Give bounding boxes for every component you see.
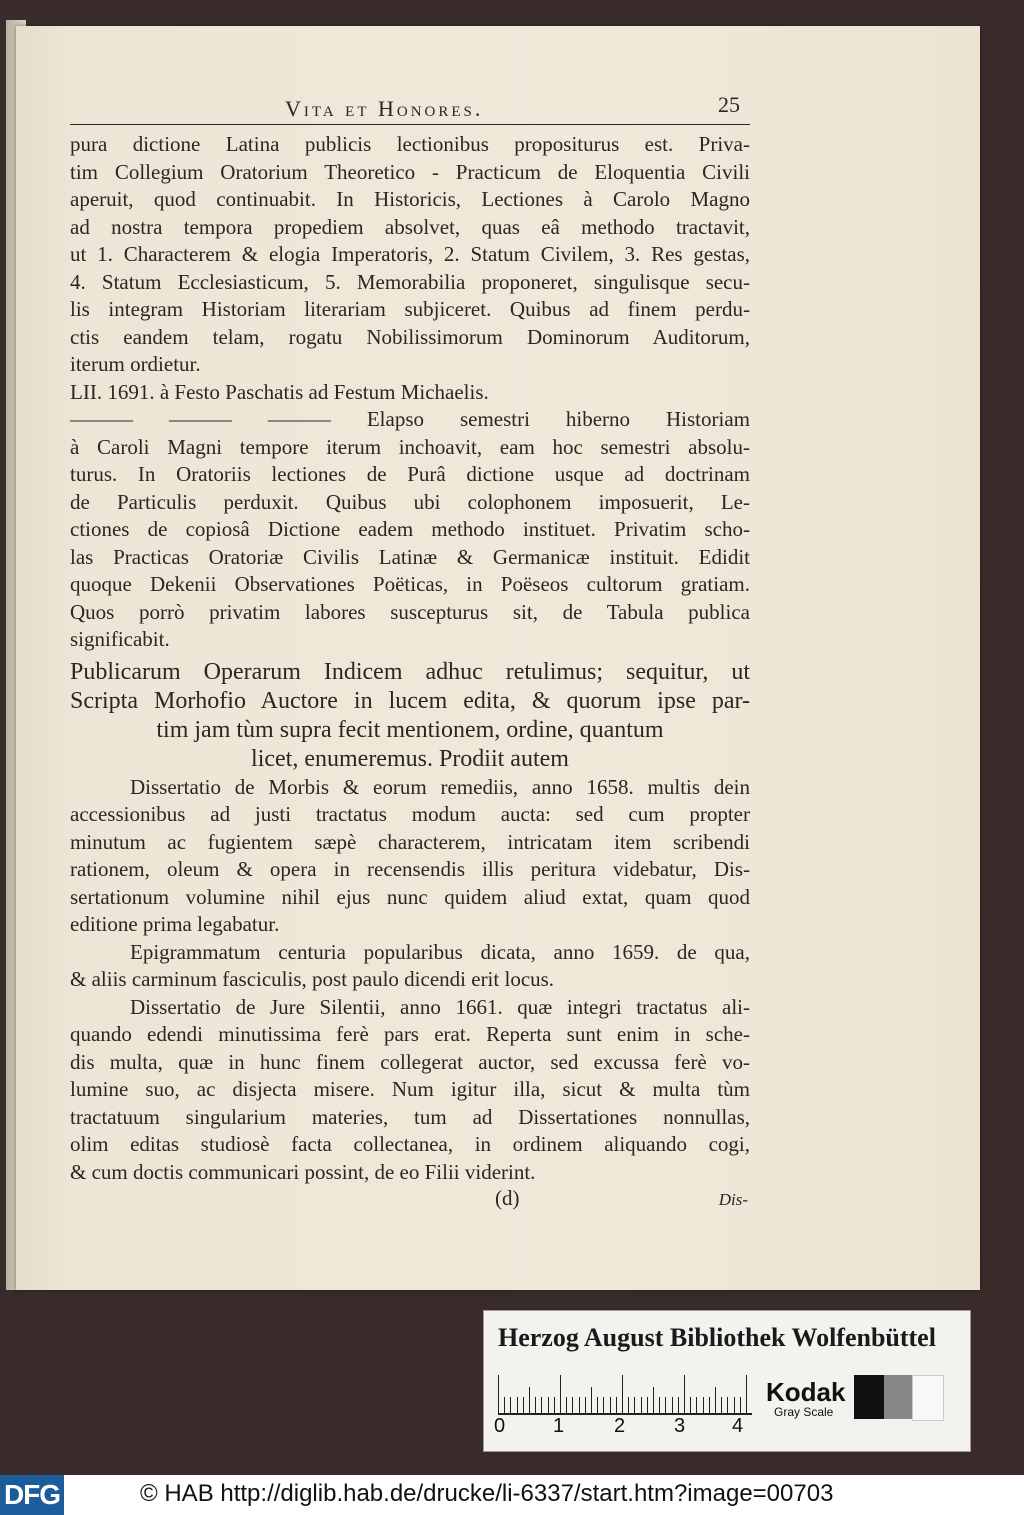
ruler-tick bbox=[734, 1397, 735, 1413]
library-label-title: Herzog August Bibliothek Wolfenbüttel bbox=[498, 1323, 936, 1352]
ruler-tick bbox=[616, 1397, 617, 1413]
text-line: turus. In Oratoriis lectiones de Purâ dictione usque ad doctrinam bbox=[70, 462, 750, 486]
ruler-number: 4 bbox=[732, 1415, 744, 1437]
paragraph-intro-writings bbox=[70, 658, 750, 774]
text-line: tim Collegium Oratorium Theoretico - Practicum de Eloquentia Civili bbox=[70, 159, 750, 184]
ruler-tick bbox=[610, 1397, 611, 1413]
ruler-tick bbox=[721, 1397, 722, 1413]
catchword: Dis- bbox=[718, 1190, 748, 1209]
text-line: accessionibus ad justi tractatus modum aucta: sed cum propter bbox=[70, 802, 750, 826]
ruler-tick bbox=[622, 1375, 623, 1413]
ruler-number: 0 bbox=[494, 1415, 506, 1437]
ruler-tick bbox=[597, 1397, 598, 1413]
ruler-tick bbox=[628, 1397, 629, 1413]
library-color-target bbox=[483, 1310, 971, 1452]
text-line: Dissertatio de Jure Silentii, anno 1661. quæ integri tractatus ali- bbox=[130, 994, 750, 1019]
signature-mark: (d) bbox=[495, 1186, 520, 1210]
ruler-tick bbox=[591, 1387, 592, 1413]
ruler-tick bbox=[641, 1397, 642, 1413]
text-line: Epigrammatum centuria popularibus dicata, anno 1659. de qua, bbox=[130, 939, 750, 964]
text-line: à Caroli Magni tempore iterum inchoavit, eam hoc semestri absolu- bbox=[70, 434, 750, 459]
page-text-block bbox=[70, 88, 750, 1216]
text-line: ——— ——— ——— Elapso semestri hiberno Historiam bbox=[70, 407, 750, 431]
ruler-tick bbox=[715, 1387, 716, 1413]
measurement-ruler bbox=[498, 1373, 752, 1415]
ruler-tick bbox=[659, 1397, 660, 1413]
paragraph-dissertatio-de-morbis bbox=[70, 774, 750, 939]
paragraph-lectures-1691 bbox=[70, 379, 750, 654]
text-line: editione prima legabatur. bbox=[70, 912, 280, 936]
ruler-tick bbox=[690, 1397, 691, 1413]
ruler-tick bbox=[548, 1397, 549, 1413]
running-head bbox=[70, 88, 750, 125]
text-line: Publicarum Operarum Indicem adhuc retulimus; sequitur, ut bbox=[70, 658, 750, 685]
text-line: las Practicas Oratoriæ Civilis Latinæ & Germanicæ instituit. Edidit bbox=[70, 544, 750, 569]
gray-swatch bbox=[884, 1375, 912, 1419]
text-line: licet, enumeremus. Prodiit autem bbox=[251, 745, 569, 772]
gray-scale-caption: Gray Scale bbox=[774, 1405, 834, 1419]
dfg-logo: DFG bbox=[0, 1475, 64, 1515]
text-line: rationem, oleum & opera in recensendis illis peritura videbatur, Dis- bbox=[70, 857, 750, 881]
ruler-tick bbox=[579, 1397, 580, 1413]
text-line: sertationum volumine nihil ejus nunc quidem aliud extat, quam quod bbox=[70, 884, 750, 909]
ruler-tick bbox=[653, 1387, 654, 1413]
text-line: ut 1. Characterem & elogia Imperatoris, 2. Statum Civilem, 3. Res gestas, bbox=[70, 242, 750, 266]
ruler-tick bbox=[746, 1375, 747, 1413]
paragraph-epigrammatum bbox=[70, 939, 750, 994]
ruler-tick bbox=[709, 1397, 710, 1413]
text-line: Scripta Morhofio Auctore in lucem edita, & quorum ipse par- bbox=[70, 687, 750, 714]
text-line: 4. Statum Ecclesiasticum, 5. Memorabilia proponeret, singulisque secu- bbox=[70, 269, 750, 294]
text-line: significabit. bbox=[70, 627, 170, 651]
page-footer-marks bbox=[70, 1186, 750, 1216]
copyright-link[interactable]: © HAB http://diglib.hab.de/drucke/li-6337/start.htm?image=00703 bbox=[140, 1480, 834, 1507]
page-number: 25 bbox=[718, 92, 740, 117]
text-line: tractatuum singularium materies, tum ad Dissertationes nonnullas, bbox=[70, 1104, 750, 1129]
ruler-number: 1 bbox=[553, 1415, 565, 1437]
text-line: iterum ordietur. bbox=[70, 352, 201, 376]
text-line: pura dictione Latina publicis lectionibus propositurus est. Priva- bbox=[70, 132, 750, 156]
text-line: ctis eandem telam, rogatu Nobilissimorum Dominorum Auditorum, bbox=[70, 324, 750, 349]
text-line: lis integram Historiam literariam subjiceret. Quibus ad finem perdu- bbox=[70, 297, 750, 321]
text-line: & cum doctis communicari possint, de eo Filii viderint. bbox=[70, 1159, 536, 1184]
ruler-tick bbox=[672, 1397, 673, 1413]
ruler-tick bbox=[678, 1397, 679, 1413]
ruler-tick bbox=[703, 1397, 704, 1413]
kodak-logo: Kodak bbox=[766, 1377, 846, 1407]
paragraph-de-jure-silentii bbox=[70, 994, 750, 1187]
ruler-tick bbox=[529, 1387, 530, 1413]
white-swatch bbox=[912, 1375, 944, 1421]
ruler-number: 2 bbox=[614, 1415, 626, 1437]
text-line: lumine suo, ac disjecta misere. Num igitur illa, sicut & multa tùm bbox=[70, 1077, 750, 1101]
black-swatch bbox=[854, 1375, 884, 1419]
ruler-tick bbox=[684, 1375, 685, 1413]
ruler-tick bbox=[498, 1375, 499, 1413]
text-line: Dissertatio de Morbis & eorum remediis, anno 1658. multis dein bbox=[130, 774, 750, 799]
ruler-tick bbox=[585, 1397, 586, 1413]
running-head-title: Vita et Honores. bbox=[285, 96, 484, 121]
ruler-tick bbox=[740, 1397, 741, 1413]
ruler-tick bbox=[603, 1397, 604, 1413]
ruler-tick bbox=[510, 1397, 511, 1413]
text-line: ctiones de copiosâ Dictione eadem methodo instituet. Privatim scho- bbox=[70, 517, 750, 541]
ruler-tick bbox=[665, 1397, 666, 1413]
text-line: de Particulis perduxit. Quibus ubi colophonem imposuerit, Le- bbox=[70, 489, 750, 514]
ruler-tick bbox=[517, 1397, 518, 1413]
ruler-tick bbox=[504, 1397, 505, 1413]
ruler-tick bbox=[566, 1397, 567, 1413]
text-line: quando edendi minutissima ferè pars erat. Reperta sunt enim in sche- bbox=[70, 1022, 750, 1046]
ruler-tick bbox=[523, 1397, 524, 1413]
ruler-tick bbox=[535, 1397, 536, 1413]
text-line: aperuit, quod continuabit. In Historicis, Lectiones à Carolo Magno bbox=[70, 187, 750, 211]
text-line: minutum ac fugientem sæpè characterem, intricatam item scribendi bbox=[70, 829, 750, 854]
text-line: ad nostra tempora propediem absolvet, quas eâ methodo tractavit, bbox=[70, 214, 750, 239]
ruler-tick bbox=[560, 1375, 561, 1413]
text-line: LII. 1691. à Festo Paschatis ad Festum Michaelis. bbox=[70, 379, 489, 404]
viewer-footer bbox=[0, 1475, 1024, 1515]
text-line: olim editas studiosè facta collectanea, in ordinem aliquando cogi, bbox=[70, 1132, 750, 1156]
text-line: Quos porrò privatim labores suscepturus sit, de Tabula publica bbox=[70, 599, 750, 624]
text-line: quoque Dekenii Observationes Poëticas, in Poëseos cultorum gratiam. bbox=[70, 572, 750, 596]
text-line: & aliis carminum fasciculis, post paulo dicendi erit locus. bbox=[70, 967, 555, 991]
ruler-tick bbox=[647, 1397, 648, 1413]
ruler-tick bbox=[554, 1397, 555, 1413]
ruler-tick bbox=[541, 1397, 542, 1413]
paragraph-lectures-1690 bbox=[70, 131, 750, 379]
ruler-tick bbox=[634, 1397, 635, 1413]
text-line: dis multa, quæ in hunc finem collegerat auctor, sed excussa ferè vo- bbox=[70, 1049, 750, 1074]
ruler-number: 3 bbox=[674, 1415, 686, 1437]
text-line: tim jam tùm supra fecit mentionem, ordine, quantum bbox=[156, 716, 664, 743]
ruler-tick bbox=[572, 1397, 573, 1413]
ruler-tick bbox=[696, 1397, 697, 1413]
ruler-tick bbox=[727, 1397, 728, 1413]
